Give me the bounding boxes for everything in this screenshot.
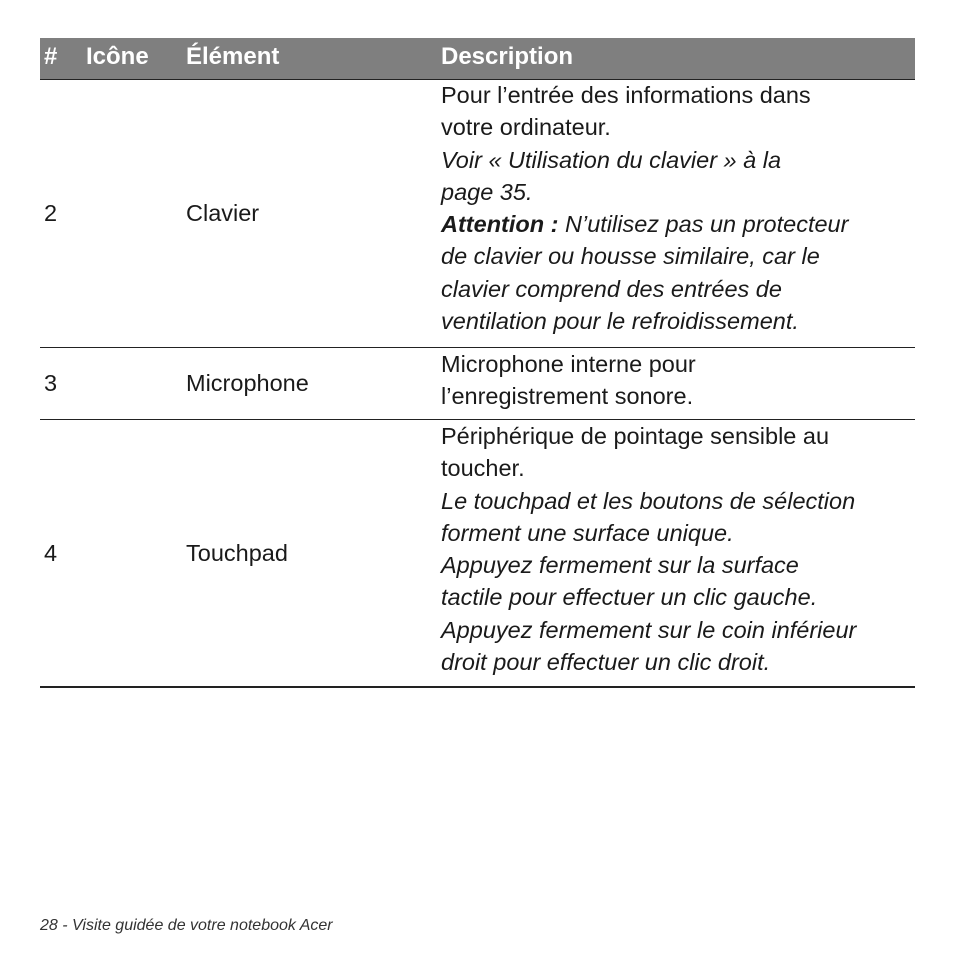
desc-attention-line bbox=[441, 208, 913, 240]
row-element: Clavier bbox=[186, 200, 260, 226]
desc-note: Le touchpad et les boutons de sélection bbox=[441, 487, 856, 514]
desc-line: toucher. bbox=[441, 455, 525, 482]
row-element: Touchpad bbox=[186, 539, 288, 566]
desc-note: droit pour effectuer un clic droit. bbox=[441, 649, 771, 676]
table-row bbox=[40, 420, 915, 688]
row-element: Microphone bbox=[186, 370, 309, 396]
table-row bbox=[40, 80, 915, 348]
row-number: 2 bbox=[44, 200, 58, 226]
row-number: 4 bbox=[44, 539, 58, 566]
desc-line: votre ordinateur. bbox=[441, 114, 611, 141]
header-icon: Icône bbox=[86, 43, 149, 70]
component-table bbox=[40, 38, 915, 688]
table-row bbox=[40, 348, 915, 420]
desc-attention-line: ventilation pour le refroidissement. bbox=[441, 308, 799, 335]
attention-label: Attention : bbox=[441, 211, 559, 238]
desc-line: l’enregistrement sonore. bbox=[441, 383, 694, 410]
desc-reference: Voir « Utilisation du clavier » à la bbox=[441, 146, 782, 173]
desc-note: Appuyez fermement sur la surface bbox=[441, 552, 799, 579]
page-footer: 28 - Visite guidée de votre notebook Acer bbox=[40, 917, 333, 934]
row-description bbox=[441, 79, 913, 337]
desc-attention-line: de clavier ou housse similaire, car le bbox=[441, 243, 820, 270]
desc-line: Microphone interne pour bbox=[441, 351, 696, 377]
row-description bbox=[441, 348, 913, 413]
row-description bbox=[441, 420, 913, 678]
desc-line: Périphérique de pointage sensible au bbox=[441, 423, 830, 449]
header-number: # bbox=[44, 43, 58, 70]
desc-attention-line: clavier comprend des entrées de bbox=[441, 275, 782, 302]
attention-text: N’utilisez pas un protecteur bbox=[558, 211, 849, 238]
desc-reference: page 35. bbox=[441, 178, 533, 205]
desc-note: forment une surface unique. bbox=[441, 519, 734, 546]
header-description: Description bbox=[441, 43, 574, 70]
header-element: Élément bbox=[186, 43, 280, 70]
table-header bbox=[40, 38, 915, 80]
desc-note: tactile pour effectuer un clic gauche. bbox=[441, 584, 818, 611]
desc-line: Pour l’entrée des informations dans bbox=[441, 82, 811, 108]
desc-note: Appuyez fermement sur le coin inférieur bbox=[441, 616, 857, 643]
row-number: 3 bbox=[44, 370, 58, 396]
